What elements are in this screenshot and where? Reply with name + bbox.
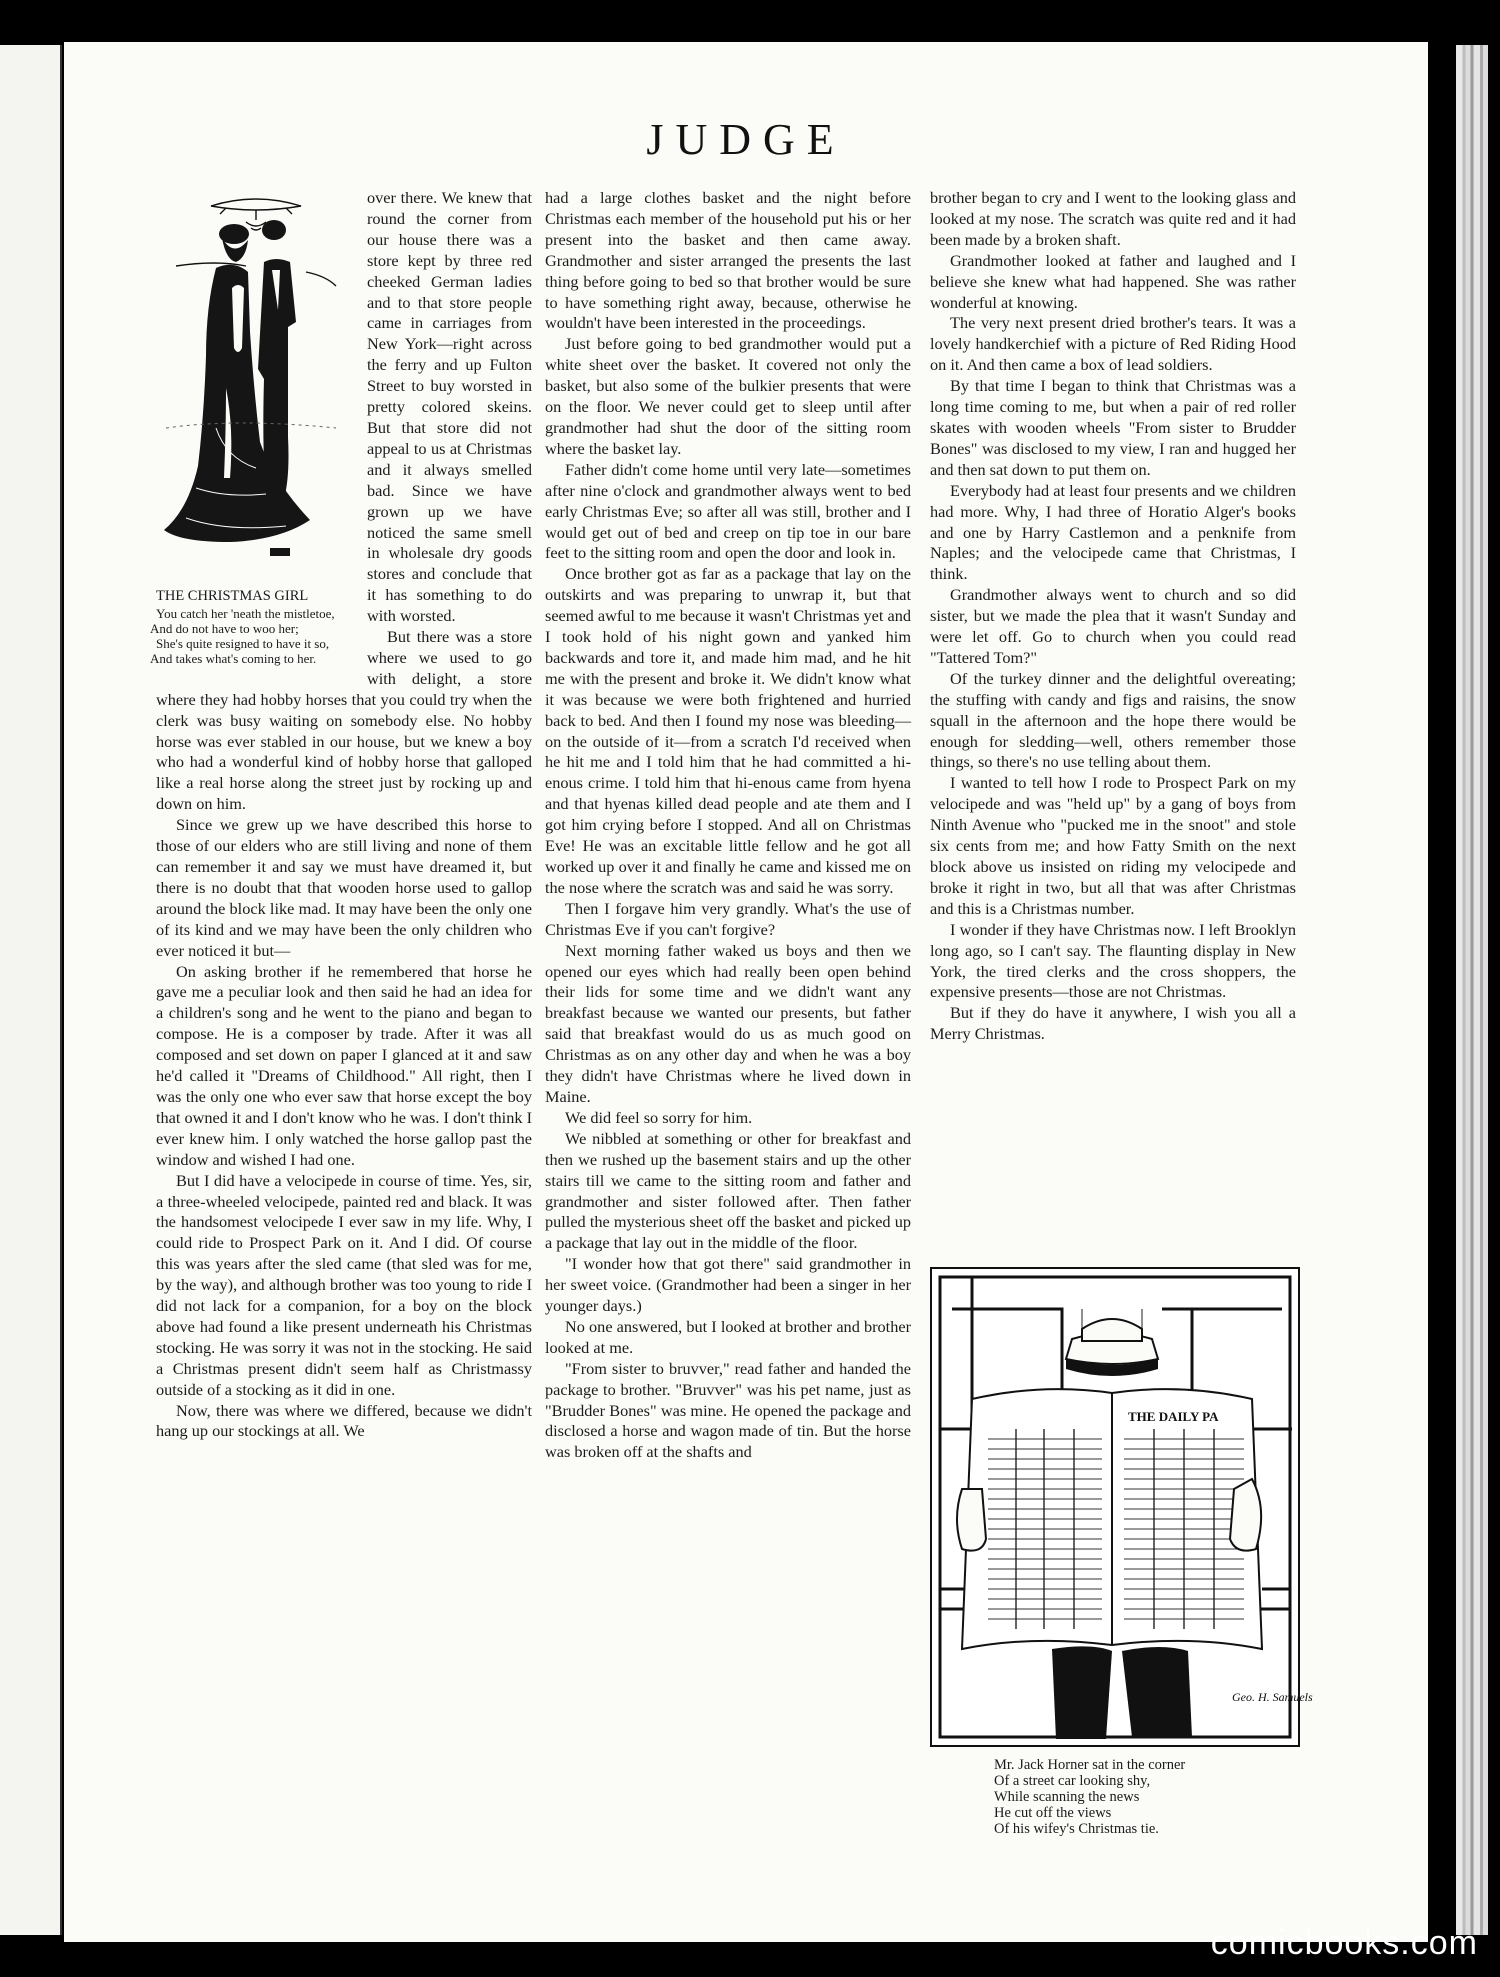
christmas-girl-caption [150, 588, 353, 666]
article-paragraph: Grandmother looked at father and laughed and I believe she knew what had happened. She was rather wonderful at knowing. [930, 250, 1296, 312]
article-paragraph: Grandmother always went to church and so did sister, but we made the plea that it wasn't Sunday and were let off. Go to church when you could read "Tattered Tom?" [930, 585, 1296, 667]
article-paragraph: The very next present dried brother's tears. It was a lovely handkerchief with a picture of Red Riding Hood on it. And then came a box of lead soldiers. [930, 313, 1296, 375]
page-title: JUDGE [646, 115, 846, 164]
text-column-2 [545, 188, 911, 1463]
caption-line: Mr. Jack Horner sat in the corner [994, 1757, 1186, 1773]
article-paragraph: Now, there was where we differed, because we didn't hang up our stockings at all. We [156, 1400, 532, 1441]
caption-line: And takes what's coming to her. [150, 651, 317, 666]
article-paragraph: Just before going to bed grandmother would put a white sheet over the basket. It covered not only the basket, but also some of the bulkier presents that were on the floor. We never could get to sleep until after grandmother had shut the door of the sitting room where the basket lay. [545, 334, 911, 458]
article-paragraph: No one answered, but I looked at brother and brother looked at me. [545, 1316, 911, 1357]
page-stack-edge [1456, 45, 1488, 1935]
article-paragraph: Of the turkey dinner and the delightful overeating; the stuffing with candy and figs and raisins, the snow squall in the afternoon and the hope there would be enough for sledding—well, others remember those things, so there's no use telling about them. [930, 668, 1296, 772]
article-paragraph: Since we grew up we have described this horse to those of our elders who are still living and none of them can remember it and say we must have dreamed it, but there is no doubt that that wooden horse used to gallop around the block like mad. It may have been the only one of its kind and we may have been the only children who ever noticed it but— [156, 815, 532, 960]
caption-line: Of a street car looking shy, [994, 1773, 1151, 1789]
article-paragraph: brother began to cry and I went to the looking glass and looked at my nose. The scratch was quite red and it had been made by a broken shaft. [930, 188, 1296, 249]
caption-line: And do not have to woo her; [150, 621, 299, 636]
article-paragraph: Next morning father waked us boys and then we opened our eyes which had really been open behind their lids for some time and we didn't want any breakfast because we wanted our presents, but father said that breakfast would do us as much good on Christmas as on any other day and when he was a boy they didn't have Christmas where he lived down in Maine. [545, 940, 911, 1106]
article-paragraph: I wonder if they have Christmas now. I left Brooklyn long ago, so I can't say. The flaunting display in New York, the tired clerks and the cross shoppers, the expensive presents—those are not Christmas. [930, 919, 1296, 1002]
caption-line: Of his wifey's Christmas tie. [994, 1821, 1159, 1837]
article-paragraph: By that time I began to think that Christmas was a long time coming to me, but when a pair of red roller skates with wooden wheels "From sister to Brudder Bones" was disclosed to my view, I ran and hugged her and then sat down to put them on. [930, 376, 1296, 479]
christmas-girl-illustration [156, 188, 353, 583]
article-paragraph: Father didn't come home until very late—sometimes after nine o'clock and grandmother always went to bed early Christmas Eve; so after all was still, brother and I would get out of bed and creep on tip toe in our bare feet to the sitting room and open the door and look in. [545, 459, 911, 563]
article-paragraph: We did feel so sorry for him. [565, 1107, 753, 1127]
newspaper-reader-cartoon [930, 1267, 1313, 1747]
watermark: comicbooks.com [1210, 1924, 1478, 1962]
cartoon-illustration [932, 1269, 1313, 1745]
article-paragraph: Once brother got as far as a package that lay on the outskirts and was preparing to unwrap it, but that seemed awful to me because it wasn't Christmas yet and I took hold of his night gown and yanked him backwards and tore it, and made him mad, and he hit me with the present and broke it. We didn't know what it was because we were both frightened and hurried back to bed. And then I found my nose was bleeding—on the outside of it—from a scratch I'd received when he hit me and I told him that he had committed a hi-enous crime. I told him that hi-enous came from hyena and that hyenas killed dead people and ate them and I got him crying before I stopped. And all on Christmas Eve! He was an excitable little fellow and he got all worked up over it and finally he came and kissed me on the nose where the scratch was and said he was sorry. [545, 564, 911, 897]
article-paragraph: But there was a store where we used to go with delight, a store where they had hobby horses that you could try when the clerk was busy waiting on somebody else. No hobby horse was ever stabled in our house, but we knew a boy who had a wonderful kind of hobby horse that galloped like a real horse along the street just by rocking up and down on him. [156, 627, 532, 814]
article-paragraph: "I wonder how that got there" said grandmother in her sweet voice. (Grandmother had been a singer in her younger days.) [545, 1254, 911, 1316]
caption-line: He cut off the views [994, 1805, 1112, 1821]
article-paragraph: But if they do have it anywhere, I wish you all a Merry Christmas. [930, 1003, 1296, 1044]
magazine-page [64, 42, 1428, 1942]
text-column-3 [930, 188, 1296, 1045]
cartoon-newspaper-title: THE DAILY PA [1128, 1409, 1219, 1424]
cartoon-caption [994, 1757, 1294, 1837]
adjacent-page-edge [0, 45, 62, 1935]
cartoon-signature: Geo. H. Samuels [1232, 1690, 1313, 1704]
article-paragraph: We nibbled at something or other for breakfast and then we rushed up the basement stairs and up the other stairs till we came to the sitting room and father and grandmother and sister followed after. Then father pulled the mysterious sheet off the basket and picked up a package that lay out in the middle of the floor. [545, 1128, 911, 1253]
article-paragraph: But I did have a velocipede in course of time. Yes, sir, a three-wheeled velocipede, painted red and black. It was the handsomest velocipede I ever saw in my life. Why, I could ride to Prospect Park on it. And I did. Of course this was years after the sled came (that sled was for me, by the way), and although brother was too young to ride I did not lack for a companion, for a boy on the block above had found a like present underneath his Christmas stocking. He was sorry it was not in the stocking. He said a Christmas present didn't seem half as Christmassy outside of a stocking as it did in one. [156, 1170, 532, 1399]
article-paragraph: had a large clothes basket and the night before Christmas each member of the household put his or her present into the basket and then came away. Grandmother and sister arranged the presents the last thing before going to bed so that brother would be sure to have something right away, because, otherwise he wouldn't have been interested in the proceedings. [545, 188, 911, 333]
article-paragraph: Everybody had at least four presents and we children had more. Why, I had three of Horatio Alger's books and one by Harry Castlemon and a penknife from Naples; and the velocipede came that Christmas, I think. [930, 480, 1296, 584]
article-paragraph: On asking brother if he remembered that horse he gave me a peculiar look and then said he had an idea for a children's song and he went to the piano and began to compose. He is a composer by trade. After it was all composed and set down on paper I glanced at it and saw he'd called it "Dreams of Childhood." All right, then I was the only one who ever saw that horse except the boy that owned it and I don't know who he was. I don't think I ever knew him. I only watched the horse gallop past the window and wished I had one. [156, 961, 532, 1169]
caption-line: While scanning the news [994, 1789, 1140, 1805]
caption-title: THE CHRISTMAS GIRL [156, 588, 309, 604]
article-paragraph: Then I forgave him very grandly. What's the use of Christmas Eve if you can't forgive? [545, 898, 911, 939]
caption-line: She's quite resigned to have it so, [156, 636, 330, 651]
article-paragraph: over there. We knew that round the corner from our house there was a store kept by three red cheeked German ladies and to that store people came in carriages from New York—right across the ferry and up Fulton Street to buy worsted in pretty colored skeins. But that store did not appeal to us at Christmas and it always smelled bad. Since we have grown up we have noticed the same smell in wholesale dry goods stores and conclude that it has something to do with worsted. [367, 188, 532, 626]
caption-line: You catch her 'neath the mistletoe, [156, 606, 335, 621]
text-column-1 [150, 188, 532, 1442]
article-paragraph: I wanted to tell how I rode to Prospect Park on my velocipede and was "held up" by a gang of boys from Ninth Avenue who "pucked me in the snoot" and stole six cents from me; and how Fatty Smith on the next block above us insisted on riding my velocipede and broke it right in two, but all that was after Christmas and this is a Christmas number. [930, 773, 1296, 918]
article-paragraph: "From sister to bruvver," read father and handed the package to brother. "Bruvver" was his pet name, just as "Brudder Bones" was mine. He opened the package and disclosed a horse and wagon made of tin. But the horse was broken off at the shafts and [545, 1358, 911, 1462]
